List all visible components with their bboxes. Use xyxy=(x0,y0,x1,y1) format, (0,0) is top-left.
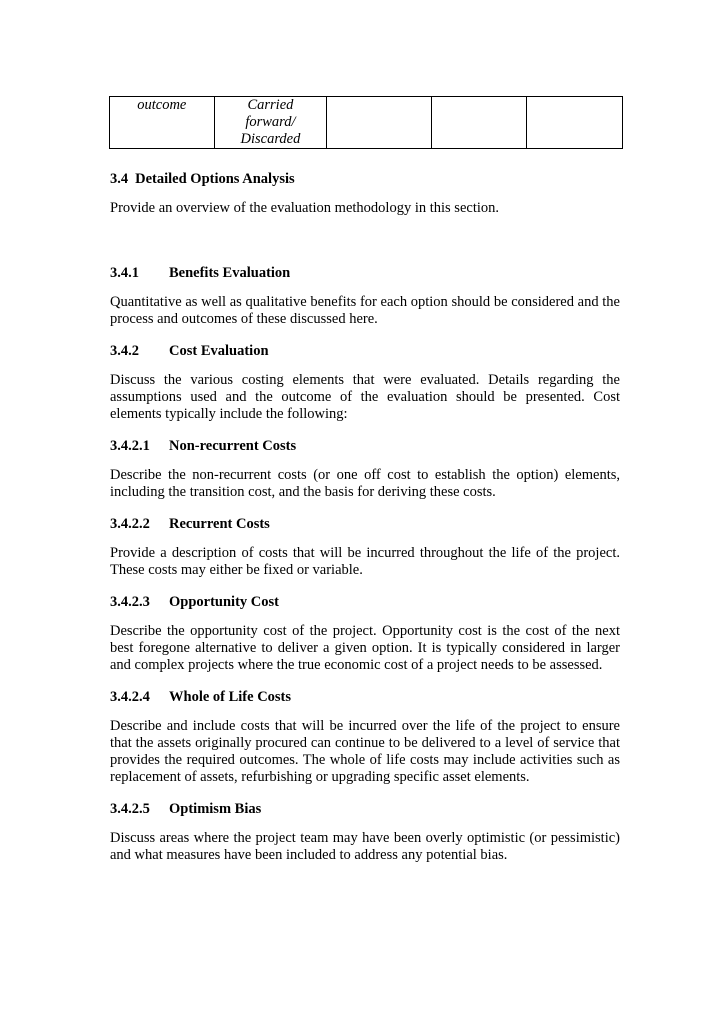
section-title: Whole of Life Costs xyxy=(169,689,292,705)
section-paragraph: Describe the opportunity cost of the project. Opportunity cost is the cost of the next best foregone alternative to deliver a given option. It is typically considered in larger and complex projects where the true economic cost of a project needs to be assessed. xyxy=(110,623,620,673)
table-cell-empty xyxy=(327,97,432,149)
section-heading xyxy=(110,438,620,455)
section-heading xyxy=(110,343,620,360)
section-title: Opportunity Cost xyxy=(169,594,279,610)
section-number: 3.4.2.4 xyxy=(110,689,150,705)
section-paragraph: Provide an overview of the evaluation methodology in this section. xyxy=(110,200,500,216)
status-line: Discarded xyxy=(240,131,301,147)
section-paragraph: Provide a description of costs that will be incurred throughout the life of the project. These costs may either be fixed or variable. xyxy=(110,545,620,578)
section-paragraph: Discuss areas where the project team may have been overly optimistic (or pessimistic) and what measures have been included to address any potential bias. xyxy=(110,830,620,863)
table-row xyxy=(110,97,623,149)
section-heading xyxy=(110,801,620,818)
table-cell-outcome: outcome xyxy=(110,97,215,149)
section-paragraph: Quantitative as well as qualitative benefits for each option should be considered and the process and outcomes of these discussed here. xyxy=(110,294,620,327)
section-heading xyxy=(110,689,620,706)
section-heading xyxy=(110,171,620,188)
section-paragraph: Describe and include costs that will be incurred over the life of the project to ensure that the assets originally procured can continue to be delivered to a level of service that provides the required outcomes. The whole of life costs may include activities such as replacement of assets, refurbishing or upgrading specific asset elements. xyxy=(110,718,620,785)
section-title: Optimism Bias xyxy=(169,801,262,817)
section-title: Recurrent Costs xyxy=(169,516,270,532)
section-heading xyxy=(110,265,620,282)
section-number: 3.4.2 xyxy=(110,343,139,359)
status-line: forward/ xyxy=(245,114,296,130)
section-number: 3.4.2.5 xyxy=(110,801,150,817)
section-number: 3.4.2.3 xyxy=(110,594,150,610)
section-title: Non-recurrent Costs xyxy=(169,438,297,454)
section-heading xyxy=(110,516,620,533)
document-body xyxy=(110,171,620,864)
section-number: 3.4.1 xyxy=(110,265,139,281)
section-paragraph: Discuss the various costing elements that were evaluated. Details regarding the assumptions used and the outcome of the evaluation should be presented. Cost elements typically include the following: xyxy=(110,372,620,422)
table-cell-status xyxy=(214,97,327,149)
section-heading xyxy=(110,594,620,611)
section-number: 3.4.2.1 xyxy=(110,438,150,454)
options-table xyxy=(109,96,623,149)
table-cell-empty xyxy=(431,97,527,149)
table-cell-empty xyxy=(527,97,623,149)
section-paragraph: Describe the non-recurrent costs (or one off cost to establish the option) elements, including the transition cost, and the basis for deriving these costs. xyxy=(110,467,620,500)
status-line: Carried xyxy=(247,97,294,113)
section-number: 3.4 xyxy=(110,171,129,187)
section-number: 3.4.2.2 xyxy=(110,516,150,532)
section-title: Benefits Evaluation xyxy=(169,265,291,281)
section-title: Detailed Options Analysis xyxy=(135,171,295,187)
section-title: Cost Evaluation xyxy=(169,343,269,359)
